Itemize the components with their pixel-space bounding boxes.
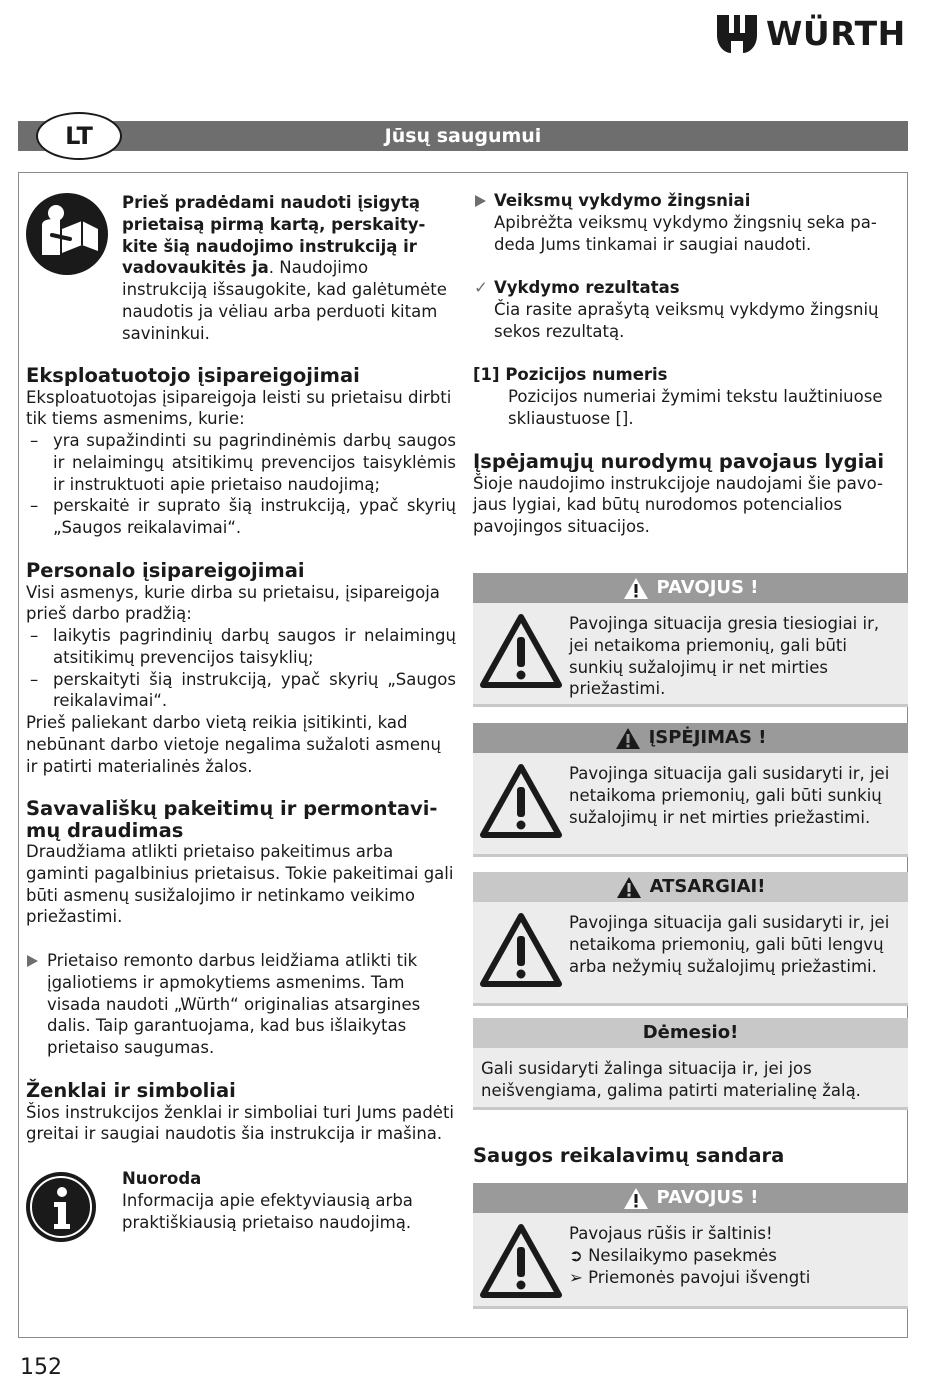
danger-label: PAVOJUS !: [656, 577, 759, 598]
measure-arrow-icon: ➢: [569, 1267, 583, 1287]
structure-text: [569, 1223, 902, 1288]
structure-label: PAVOJUS !: [656, 1187, 759, 1208]
caution-big-triangle-icon: [479, 912, 563, 988]
section-personnel-obligations: [26, 560, 456, 778]
repair-step-text: Prietaiso remonto darbus leidžiama atlikti tik įgaliotiems ir apmokytiems asmenims. Tam visada naudoti „Würth“ originalias atsargines dalis. Taip garantuojama, kad bus išlaikytas prietaiso saugumas.: [47, 951, 421, 1058]
steps-text: Apibrėžta veiksmų vykdymo žingsnių seka pa-deda Jums tinkamai ir saugiai naudoti.: [494, 212, 877, 254]
wurth-logo: [715, 12, 915, 56]
section-header-band: [18, 121, 908, 151]
page-title: Jūsų saugumui: [384, 125, 542, 147]
caution-panel-header: [473, 872, 908, 902]
section-title-operator: Eksploatuotojo įsipareigojimai: [26, 364, 360, 387]
checkmark-icon: ✓: [474, 278, 488, 297]
section-after-personnel: Prieš paliekant darbo vietą reikia įsitikinti, kad nebūnant darbo vietoje negalima sužaloti asmenų ir patirti materialinės žalos.: [26, 713, 441, 776]
caution-panel: [473, 872, 908, 1006]
section-signs-symbols: [26, 1080, 456, 1145]
note-title: Nuoroda: [122, 1169, 202, 1188]
position-text: Pozicijos numeriai žymimi tekstu laužtiniuose skliaustuose [].: [508, 386, 883, 428]
section-hazard-levels: [473, 451, 908, 538]
section-title-signs: Ženklai ir simboliai: [26, 1079, 236, 1102]
language-badge: LT: [36, 112, 122, 160]
section-operator-obligations: [26, 365, 456, 539]
position-marker: [1]: [473, 365, 500, 384]
note-text: Informacija apie efektyviausią arba praktiškiausią prietaiso naudojimą.: [122, 1190, 413, 1232]
position-legend: [473, 364, 908, 429]
section-text-signs: Šios instrukcijos ženklai ir simboliai turi Jums padėti greitai ir saugiai naudotis šia instrukcija ir mašina.: [26, 1102, 455, 1144]
section-text-personnel: Visi asmenys, kurie dirba su prietaisu, įsipareigoja prieš darbo pradžią:: [26, 582, 440, 624]
repair-step: [26, 950, 456, 1059]
steps-legend: [473, 190, 908, 255]
warning-panel: [473, 723, 908, 857]
warning-triangle-icon: [616, 876, 642, 899]
result-title: Vykdymo rezultatas: [494, 278, 680, 297]
caution-text: Pavojinga situacija gali susidaryti ir, jei netaikoma priemonių, gali būti lengvų arba nežymių sužalojimų priežastimi.: [569, 913, 890, 976]
warning-triangle-icon: [623, 577, 649, 600]
warning-triangle-icon: [615, 727, 641, 750]
warning-label: ĮSPĖJIMAS !: [648, 727, 767, 748]
section-text-levels: Šioje naudojimo instrukcijoje naudojami šie pavo-jaus lygiai, kad būtų nurodomos potencialios pavojingos situacijos.: [473, 473, 884, 537]
structure-panel: [473, 1183, 908, 1309]
danger-panel: [473, 573, 908, 707]
list-item: – perskaitė ir suprato šią instrukciją, ypač skyrių „Saugos reikalavimai“.: [26, 495, 456, 539]
warning-panel-header: [473, 723, 908, 753]
intro-bold: Prieš pradėdami naudoti įsigytą prietaisą pirmą kartą, perskaity-kite šią naudojimo instrukciją ir vadovaukitės ja: [122, 193, 426, 278]
page-number: 152: [20, 1355, 62, 1379]
warning-triangle-icon: [623, 1187, 649, 1210]
notice-label: Dėmesio!: [642, 1022, 739, 1043]
intro-normal: . Naudojimo instrukciją išsaugokite, kad galėtumėte naudotis ja vėliau arba perduoti kitam savininkui.: [122, 258, 447, 343]
step-arrow-icon: [475, 195, 486, 207]
section-title-personnel: Personalo įsipareigojimai: [26, 559, 305, 582]
danger-panel-header: [473, 573, 908, 603]
list-item: – yra supažindinti su pagrindinėmis darbų saugos ir nelaimingų atsitikimų prevencijos taisyklėmis ir instruktuoti apie prietaiso naudojimą;: [26, 430, 456, 495]
result-legend: [473, 277, 908, 342]
structure-line-1: Pavojaus rūšis ir šaltinis!: [569, 1224, 773, 1243]
list-item: – perskaityti šią instrukciją, ypač skyrių „Saugos reikalavimai“.: [26, 669, 456, 713]
section-text-operator: Eksploatuotojas įsipareigoja leisti su prietaisu dirbti tik tiems asmenims, kurie:: [26, 387, 452, 429]
step-arrow-icon: [27, 955, 38, 967]
section-title-levels: Įspėjamųjų nurodymų pavojaus lygiai: [473, 450, 885, 473]
list-item: – laikytis pagrindinių darbų saugos ir nelaimingų atsitikimų prevencijos taisyklių;: [26, 625, 456, 669]
danger-text: Pavojinga situacija gresia tiesiogiai ir, jei netaikoma priemonių, gali būti sunkių sužalojimų ir net mirties priežastimi.: [569, 614, 880, 699]
danger-triangle-icon: [479, 613, 563, 689]
notice-text: Gali susidaryti žalinga situacija ir, jei jos neišvengiama, galima patirti materialinę žalą.: [481, 1059, 861, 1100]
intro-text: [122, 192, 452, 345]
notice-panel-header: [473, 1018, 908, 1048]
wurth-emblem-icon: [715, 13, 759, 55]
section-modification-ban: [26, 798, 456, 928]
position-title: Pozicijos numeris: [505, 365, 668, 384]
section-text-modification: Draudžiama atlikti prietaiso pakeitimus arba gaminti pagalbinius prietaisus. Tokie pakeitimai gali būti asmenų susižalojimo ir netinkamo veikimo priežastimi.: [26, 842, 454, 927]
structure-line-2: Nesilaikymo pasekmės: [588, 1245, 777, 1265]
structure-panel-header: [473, 1183, 908, 1213]
note-block: [122, 1168, 452, 1233]
warning-text: Pavojinga situacija gali susidaryti ir, jei netaikoma priemonių, gali būti sunkių sužalojimų ir net mirties priežastimi.: [569, 764, 890, 827]
info-icon: [26, 1172, 96, 1242]
warning-big-triangle-icon: [479, 763, 563, 839]
section-title-modification: Savavališkų pakeitimų ir permontavi-mų draudimas: [26, 797, 438, 842]
notice-panel: [473, 1018, 908, 1110]
result-text: Čia rasite aprašytą veiksmų vykdymo žingsnių sekos rezultatą.: [494, 299, 879, 341]
steps-title: Veiksmų vykdymo žingsniai: [494, 191, 751, 210]
read-manual-icon: [26, 193, 108, 275]
structure-big-triangle-icon: [479, 1223, 563, 1299]
consequence-arrow-icon: ➲: [569, 1245, 583, 1265]
section-structure: [473, 1145, 908, 1167]
brand-name: WÜRTH: [766, 14, 906, 53]
section-title-structure: Saugos reikalavimų sandara: [473, 1144, 785, 1167]
structure-line-3: Priemonės pavojui išvengti: [588, 1267, 811, 1287]
caution-label: ATSARGIAI!: [649, 876, 766, 897]
